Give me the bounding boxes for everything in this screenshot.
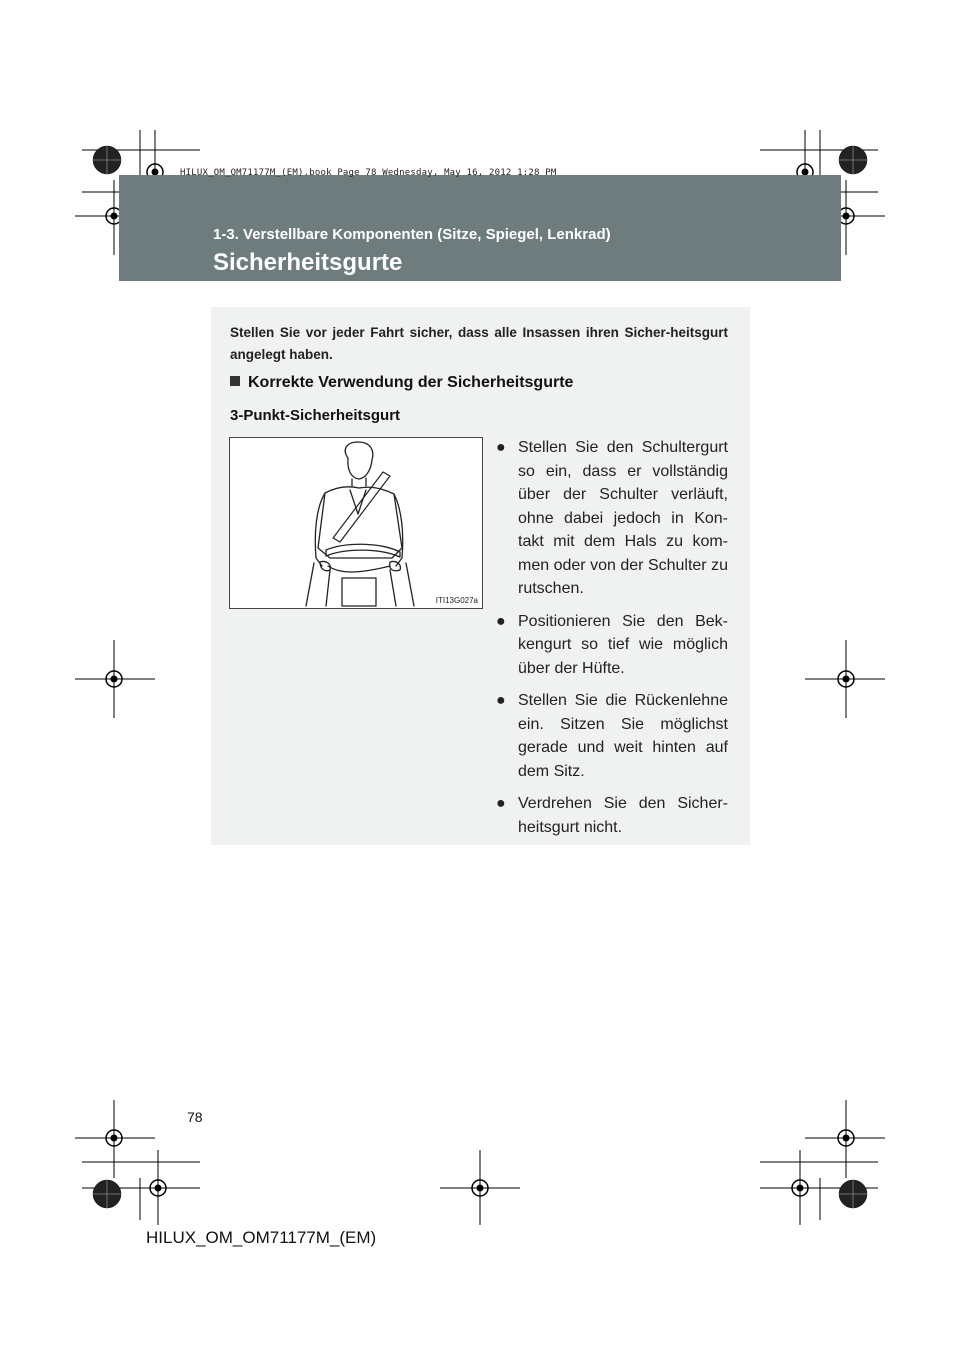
list-item bbox=[496, 610, 728, 681]
seatbelt-illustration bbox=[229, 437, 483, 609]
instruction-list bbox=[496, 436, 728, 848]
seated-person-drawing bbox=[230, 438, 482, 608]
document-code: HILUX_OM_OM71177M_(EM) bbox=[146, 1228, 377, 1247]
list-item bbox=[496, 792, 728, 839]
section-title: 1-3. Verstellbare Komponenten (Sitze, Spiegel, Lenkrad) bbox=[213, 226, 611, 243]
list-item-text: Positionieren Sie den Bek-kengurt so tief wie möglich über der Hüfte. bbox=[518, 612, 728, 677]
list-item-text: Stellen Sie den Schultergurt so ein, dass er vollständig über der Schulter verläuft, ohne dabei jedoch in Kon-takt mit dem Hals zu kom-men oder von der Schulter zu rutschen. bbox=[518, 439, 728, 597]
subheading bbox=[230, 374, 573, 392]
page-number: 78 bbox=[187, 1109, 203, 1125]
list-item bbox=[496, 689, 728, 783]
subheading-text: Korrekte Verwendung der Sicherheitsgurte bbox=[248, 374, 574, 391]
list-item-text: Stellen Sie die Rückenlehne ein. Sitzen Sie möglichst gerade und weit hinten auf dem Sitz. bbox=[518, 692, 728, 780]
figure-id: ITI13G027a bbox=[435, 596, 478, 605]
bullet-dot-icon: ● bbox=[496, 439, 506, 456]
belt-type-label: 3-Punkt-Sicherheitsgurt bbox=[230, 407, 401, 424]
list-item bbox=[496, 436, 728, 601]
book-info-line: HILUX_OM_OM71177M_(EM).book Page 78 Wednesday, May 16, 2012 1:28 PM bbox=[180, 168, 557, 178]
intro-text: Stellen Sie vor jeder Fahrt sicher, dass alle Insassen ihren Sicher-heitsgurt angelegt haben. bbox=[230, 325, 728, 362]
square-bullet-icon bbox=[230, 376, 240, 386]
page-title: Sicherheitsgurte bbox=[213, 249, 403, 276]
bullet-dot-icon: ● bbox=[496, 692, 506, 709]
bullet-dot-icon: ● bbox=[496, 612, 506, 630]
list-item-text: Verdrehen Sie den Sicher-heitsgurt nicht. bbox=[518, 795, 728, 836]
bullet-dot-icon: ● bbox=[496, 795, 506, 812]
